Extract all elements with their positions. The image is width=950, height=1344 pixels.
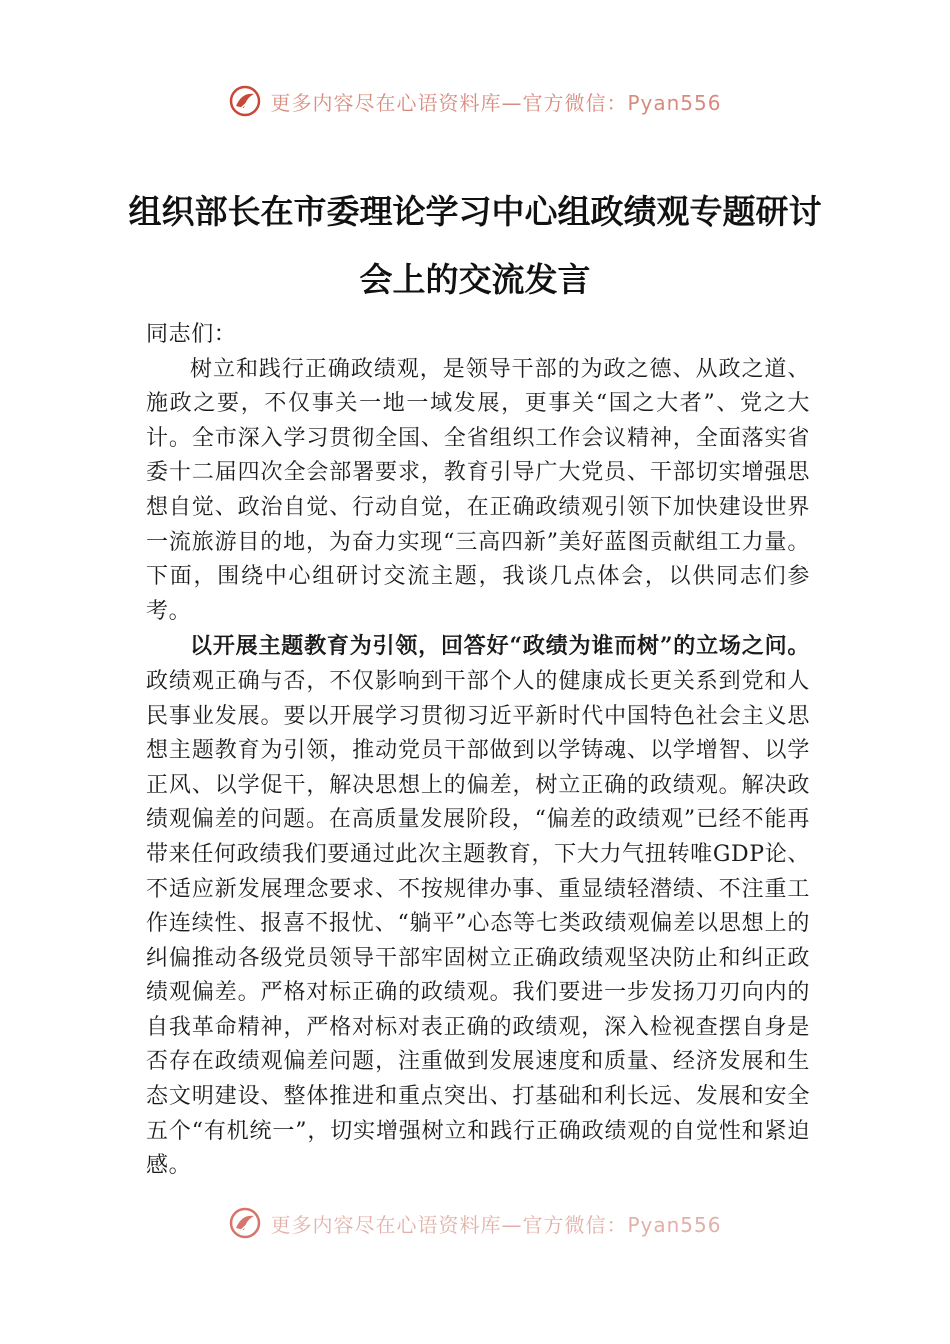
brand-logo-icon (228, 1206, 262, 1240)
document-body (146, 318, 810, 1184)
watermark-text: 更多内容尽在心语资料库—官方微信：Pyan556 (270, 1212, 722, 1237)
paragraph-text: 树立和践行正确政绩观，是领导干部的为政之德、从政之道、施政之要，不仅事关一地一域发展，更事关“国之大者”、党之大计。全市深入学习贯彻全国、全省组织工作会议精神，全面落实省委十二届四次全会部署要求，教育引导广大党员、干部切实增强思想自觉、政治自觉、行动自觉，在正确政绩观引领下加快建设世界一流旅游目的地，为奋力实现“三高四新”美好蓝图贡献组工力量。下面，围绕中心组研讨交流主题，我谈几点体会，以供同志们参考。 (146, 356, 810, 624)
brand-logo-icon (228, 84, 262, 118)
section-heading: 以开展主题教育为引领，回答好“政绩为谁而树”的立场之问。 (190, 633, 810, 660)
watermark-header (0, 84, 950, 118)
paragraph-intro (146, 353, 810, 630)
document-title: 组织部长在市委理论学习中心组政绩观专题研讨会上的交流发言 (128, 192, 822, 299)
paragraph-text: 政绩观正确与否，不仅影响到干部个人的健康成长更关系到党和人民事业发展。要以开展学习贯彻习近平新时代中国特色社会主义思想主题教育为引领，推动党员干部做到以学铸魂、以学增智、以学正风、以学促干，解决思想上的偏差，树立正确的政绩观。解决政绩观偏差的问题。在高质量发展阶段，“偏差的政绩观”已经不能再带来任何政绩我们要通过此次主题教育，下大力气扭转唯GDP论、不适应新发展理念要求、不按规律办事、重显绩轻潜绩、不注重工作连续性、报喜不报忧、“躺平”心态等七类政绩观偏差以思想上的纠偏推动各级党员领导干部牢固树立正确政绩观坚决防止和纠正政绩观偏差。严格对标正确的政绩观。我们要进一步发扬刀刃向内的自我革命精神，严格对标对表正确的政绩观，深入检视查摆自身是否存在政绩观偏差问题，注重做到发展速度和质量、经济发展和生态文明建设、整体推进和重点突出、打基础和利长远、发展和安全五个“有机统一”，切实增强树立和践行正确政绩观的自觉性和紧迫感。 (146, 668, 810, 1179)
paragraph-section-1 (146, 629, 810, 1184)
watermark-text: 更多内容尽在心语资料库—官方微信：Pyan556 (270, 90, 722, 115)
watermark-footer (0, 1206, 950, 1240)
salutation: 同志们： (146, 322, 237, 347)
